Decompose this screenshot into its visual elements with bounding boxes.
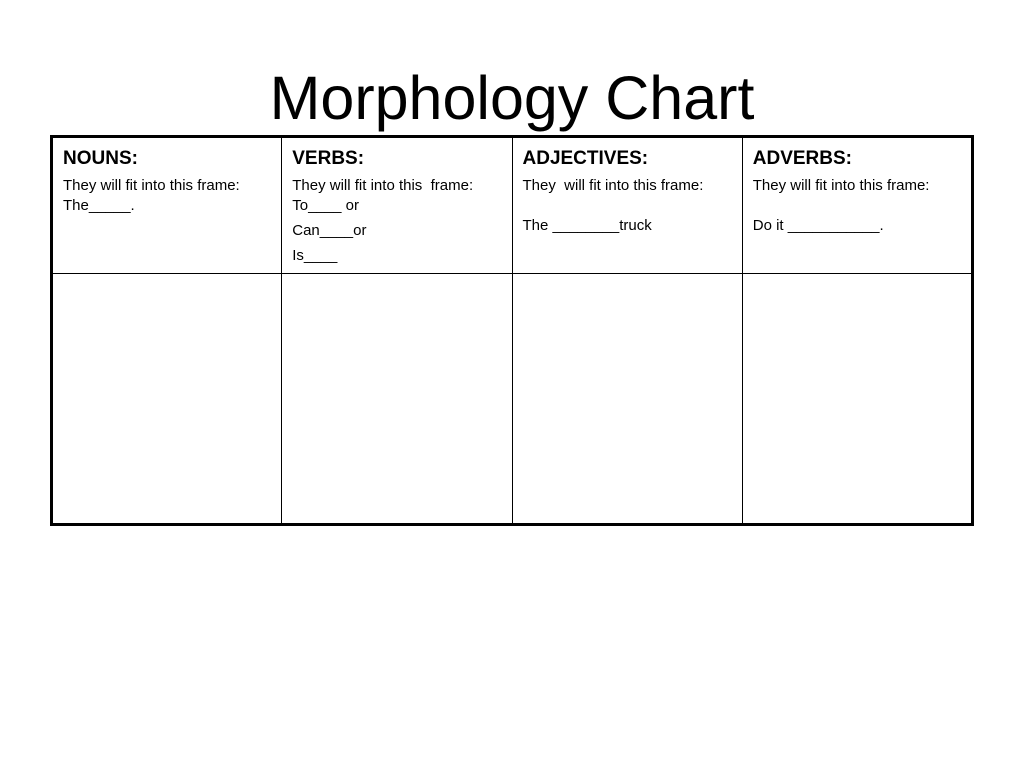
adjectives-cell bbox=[512, 137, 742, 274]
nouns-frame-example: The_____. bbox=[63, 197, 135, 214]
slide-title: Morphology Chart bbox=[269, 64, 755, 132]
nouns-frame-instruction: They will fit into this frame: bbox=[63, 177, 240, 194]
morphology-table bbox=[50, 135, 974, 526]
adverbs-frame-instruction: They will fit into this frame: bbox=[752, 177, 930, 194]
verbs-frame-example-to: To____ or bbox=[292, 197, 359, 214]
verbs-frame-instruction: They will fit into this frame: bbox=[292, 177, 474, 194]
nouns-heading: NOUNS: bbox=[63, 148, 138, 169]
nouns-answer-cell bbox=[52, 274, 282, 525]
verbs-heading: VERBS: bbox=[292, 148, 365, 169]
adjectives-answer-cell bbox=[512, 274, 742, 525]
adjectives-frame-instruction: They will fit into this frame: bbox=[522, 177, 704, 194]
adjectives-frame-example: The ________truck bbox=[522, 217, 652, 234]
verbs-frame-example-can: Can____or bbox=[292, 222, 367, 239]
nouns-cell bbox=[52, 137, 282, 274]
adverbs-frame-example: Do it ___________. bbox=[752, 217, 884, 234]
adverbs-cell bbox=[742, 137, 972, 274]
adverbs-answer-cell bbox=[742, 274, 972, 525]
verbs-frame-example-is: Is____ bbox=[292, 247, 338, 264]
adjectives-heading: ADJECTIVES: bbox=[522, 148, 649, 169]
table-header-row bbox=[52, 137, 973, 274]
table-answer-row bbox=[52, 274, 973, 525]
verbs-answer-cell bbox=[282, 274, 512, 525]
verbs-cell bbox=[282, 137, 512, 274]
adverbs-heading: ADVERBS: bbox=[752, 148, 852, 169]
